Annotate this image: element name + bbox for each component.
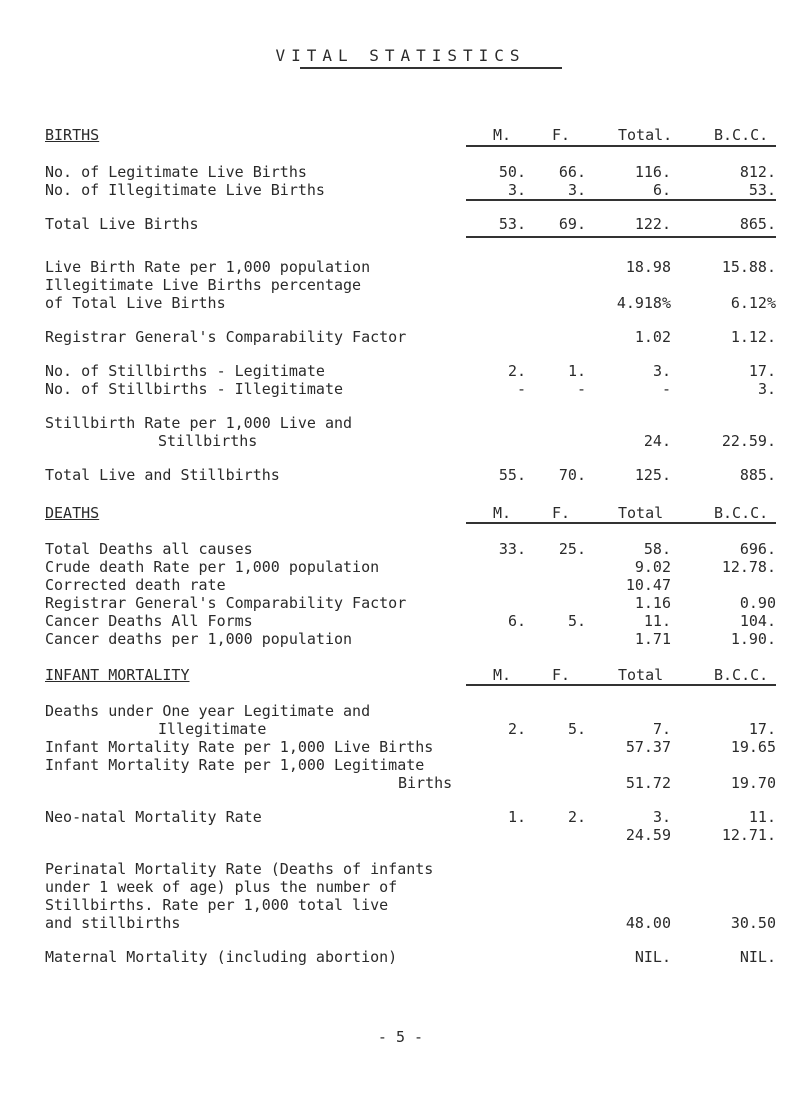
row-label: No. of Illegitimate Live Births [45, 181, 325, 199]
row-label-cont: Births [398, 774, 453, 792]
cell-bcc: 15.88. [721, 258, 776, 276]
cell-bcc: 1.12. [730, 328, 776, 346]
cell-bcc: 12.78. [721, 558, 776, 576]
cell-m: 33. [498, 540, 526, 558]
cell-bcc: 812. [739, 163, 776, 181]
cell-total: 10.47 [625, 576, 671, 594]
cell-total: - [661, 380, 671, 398]
cell-bcc: NIL. [739, 948, 776, 966]
row-label: Maternal Mortality (including abortion) [45, 948, 398, 966]
row-label: No. of Legitimate Live Births [45, 163, 307, 181]
page-title: VITAL STATISTICS [275, 46, 526, 65]
cell-m: 2. [507, 362, 526, 380]
cell-m: 6. [507, 612, 526, 630]
births-col-total: Total. [618, 126, 673, 144]
cell-total: 3. [652, 808, 671, 826]
cell-bcc: 17. [748, 362, 776, 380]
cell-bcc: 19.65 [730, 738, 776, 756]
cell-m: 50. [498, 163, 526, 181]
deaths-col-f: F. [552, 504, 571, 522]
infant-col-m: M. [493, 666, 512, 684]
cell-bcc: 11. [748, 808, 776, 826]
row-label-cont: and stillbirths [45, 914, 181, 932]
cell-m: 55. [498, 466, 526, 484]
cell-f: 5. [567, 612, 586, 630]
row-label: Cancer deaths per 1,000 population [45, 630, 353, 648]
infant-col-bcc: B.C.C. [714, 666, 769, 684]
cell-total: 18.98 [625, 258, 671, 276]
row-label: Infant Mortality Rate per 1,000 Live Births [45, 738, 434, 756]
cell-bcc: 0.90 [739, 594, 776, 612]
cell-total: 1.02 [634, 328, 671, 346]
cell-f: 1. [567, 362, 586, 380]
cell-total: 116. [634, 163, 671, 181]
infant-col-total: Total [618, 666, 664, 684]
deaths-header-rule [466, 522, 776, 524]
cell-bcc: 19.70 [730, 774, 776, 792]
infant-heading: INFANT MORTALITY [45, 666, 190, 684]
title-underline [300, 67, 562, 69]
row-label: Infant Mortality Rate per 1,000 Legitimate [45, 756, 425, 774]
births-col-bcc: B.C.C. [714, 126, 769, 144]
cell-total: 48.00 [625, 914, 671, 932]
births-header-rule [466, 145, 776, 147]
cell-total: 125. [634, 466, 671, 484]
cell-bcc: 1.90. [730, 630, 776, 648]
cell-bcc-2: 12.71. [721, 826, 776, 844]
row-label: Registrar General's Comparability Factor [45, 328, 407, 346]
cell-m: 53. [498, 215, 526, 233]
row-label: Illegitimate Live Births percentage [45, 276, 362, 294]
cell-f: 2. [567, 808, 586, 826]
deaths-col-m: M. [493, 504, 512, 522]
cell-bcc: 53. [748, 181, 776, 199]
cell-f: 69. [558, 215, 586, 233]
cell-f: 5. [567, 720, 586, 738]
cell-f: 3. [567, 181, 586, 199]
cell-total: 1.71 [634, 630, 671, 648]
cell-total: 57.37 [625, 738, 671, 756]
cell-total: 122. [634, 215, 671, 233]
cell-total: 4.918% [616, 294, 671, 312]
row-label: Stillbirth Rate per 1,000 Live and [45, 414, 353, 432]
cell-total: 6. [652, 181, 671, 199]
cell-bcc: 22.59. [721, 432, 776, 450]
cell-m: - [516, 380, 526, 398]
cell-total: 3. [652, 362, 671, 380]
cell-m: 2. [507, 720, 526, 738]
row-label: Neo-natal Mortality Rate [45, 808, 262, 826]
cell-total: 1.16 [634, 594, 671, 612]
deaths-heading: DEATHS [45, 504, 100, 522]
infant-col-f: F. [552, 666, 571, 684]
row-label: Total Deaths all causes [45, 540, 253, 558]
row-label: Cancer Deaths All Forms [45, 612, 253, 630]
row-label: Corrected death rate [45, 576, 226, 594]
births-col-m: M. [493, 126, 512, 144]
subtotal-rule [466, 199, 776, 201]
row-label: No. of Stillbirths - Legitimate [45, 362, 325, 380]
cell-total: 58. [643, 540, 671, 558]
row-label-cont: Stillbirths [158, 432, 258, 450]
cell-f: 25. [558, 540, 586, 558]
infant-header-rule [466, 684, 776, 686]
row-label-cont: Illegitimate [158, 720, 267, 738]
page-number: - 5 - [377, 1028, 424, 1046]
cell-bcc: 885. [739, 466, 776, 484]
cell-bcc: 17. [748, 720, 776, 738]
cell-f: - [576, 380, 586, 398]
cell-bcc: 865. [739, 215, 776, 233]
cell-total-2: 24.59 [625, 826, 671, 844]
row-label-cont: under 1 week of age) plus the number of [45, 878, 398, 896]
births-heading: BIRTHS [45, 126, 100, 144]
cell-total: 51.72 [625, 774, 671, 792]
row-label: Perinatal Mortality Rate (Deaths of infants [45, 860, 434, 878]
cell-total: NIL. [634, 948, 671, 966]
row-label: Registrar General's Comparability Factor [45, 594, 407, 612]
cell-bcc: 30.50 [730, 914, 776, 932]
deaths-col-bcc: B.C.C. [714, 504, 769, 522]
births-col-f: F. [552, 126, 571, 144]
row-label: Crude death Rate per 1,000 population [45, 558, 380, 576]
cell-bcc: 104. [739, 612, 776, 630]
row-label: No. of Stillbirths - Illegitimate [45, 380, 344, 398]
cell-f: 70. [558, 466, 586, 484]
row-label: Live Birth Rate per 1,000 population [45, 258, 371, 276]
cell-f: 66. [558, 163, 586, 181]
row-label: Total Live Births [45, 215, 199, 233]
cell-bcc: 3. [757, 380, 776, 398]
cell-m: 3. [507, 181, 526, 199]
cell-total: 24. [643, 432, 671, 450]
cell-total: 9.02 [634, 558, 671, 576]
row-label: Total Live and Stillbirths [45, 466, 280, 484]
row-label-cont: Stillbirths. Rate per 1,000 total live [45, 896, 389, 914]
cell-bcc: 6.12% [730, 294, 776, 312]
row-label-cont: of Total Live Births [45, 294, 226, 312]
cell-bcc: 696. [739, 540, 776, 558]
cell-total: 7. [652, 720, 671, 738]
cell-total: 11. [643, 612, 671, 630]
deaths-col-total: Total [618, 504, 664, 522]
row-label: Deaths under One year Legitimate and [45, 702, 371, 720]
total-rule [466, 236, 776, 238]
cell-m: 1. [507, 808, 526, 826]
